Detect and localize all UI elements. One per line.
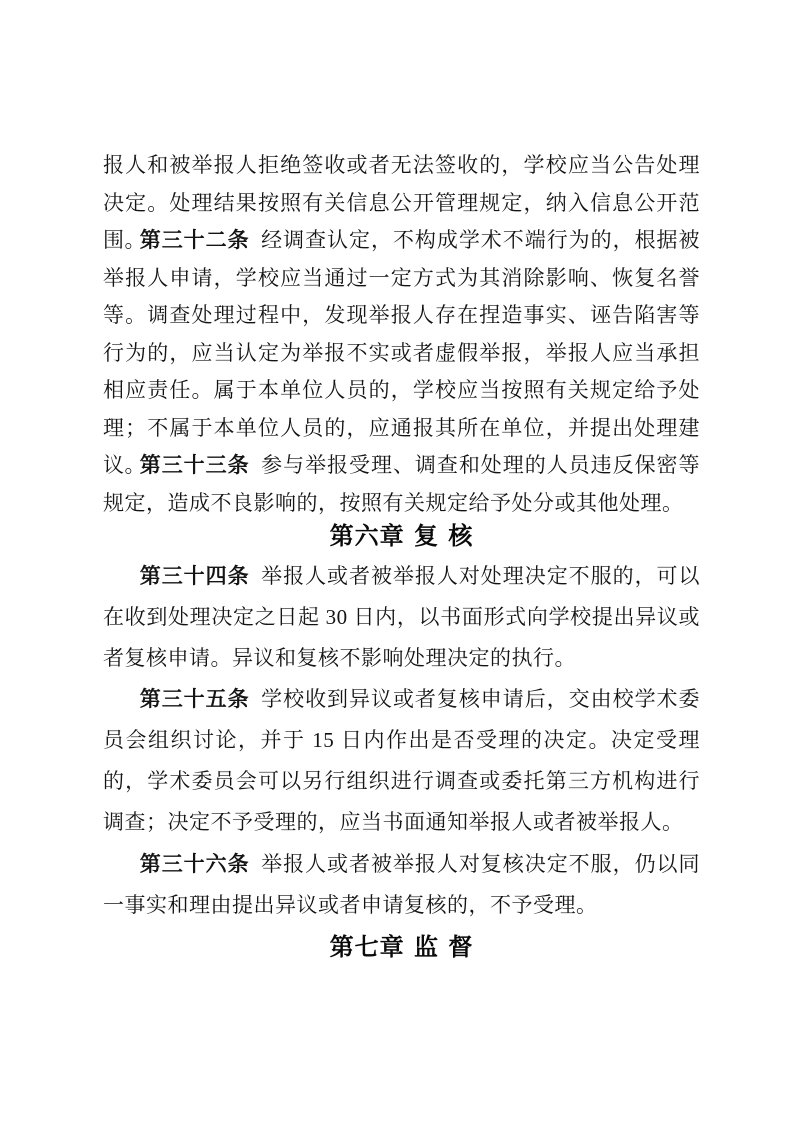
article-32-number: 第三十二条 [139, 228, 250, 252]
article-33-number: 第三十三条 [139, 453, 250, 477]
article-32 [103, 222, 700, 485]
article-36-text: 举报人或者被举报人对复核决定不服，仍以同一事实和理由提出异议或者申请复核的，不予受理。 [103, 852, 701, 917]
article-36 [103, 844, 700, 926]
chapter-heading-6: 第六章 复 核 [329, 522, 474, 550]
article-33-text: 参与举报受理、调查和处理的人员违反保密等规定，造成不良影响的，按照有关规定给予处分或其他处理。 [103, 453, 701, 515]
article-36-number: 第三十六条 [139, 852, 250, 876]
article-33 [103, 447, 700, 522]
article-34-text: 举报人或者被举报人对处理决定不服的，可以在收到处理决定之日起 30 日内，以书面形式向学校提出异议或者复核申请。异议和复核不影响处理决定的执行。 [103, 564, 701, 670]
article-34 [103, 556, 700, 679]
article-35 [103, 679, 700, 843]
article-32-text: 经调查认定，不构成学术不端行为的，根据被举报人申请，学校应当通过一定方式为其消除影响、恢复名誉等。调查处理过程中，发现举报人存在捏造事实、诬告陷害等行为的，应当认定为举报不实或者虚假举报，举报人应当承担相应责任。属于本单位人员的，学校应当按照有关规定给予处理；不属于本单位人员的，应通报其所在单位，并提出处理建议。 [103, 228, 701, 477]
article-35-number: 第三十五条 [139, 687, 250, 711]
chapter-heading-7: 第七章 监 督 [329, 933, 474, 961]
article-34-number: 第三十四条 [139, 564, 250, 588]
article-35-text: 学校收到异议或者复核申请后，交由校学术委员会组织讨论，并于 15 日内作出是否受理的决定。决定受理的，学术委员会可以另行组织进行调查或委托第三方机构进行调查；决定不予受理的，应当书面通知举报人或者被举报人。 [103, 687, 701, 834]
paragraph-continuation: 报人和被举报人拒绝签收或者无法签收的，学校应当公告处理决定。处理结果按照有关信息公开管理规定，纳入信息公开范围。 [103, 153, 700, 252]
